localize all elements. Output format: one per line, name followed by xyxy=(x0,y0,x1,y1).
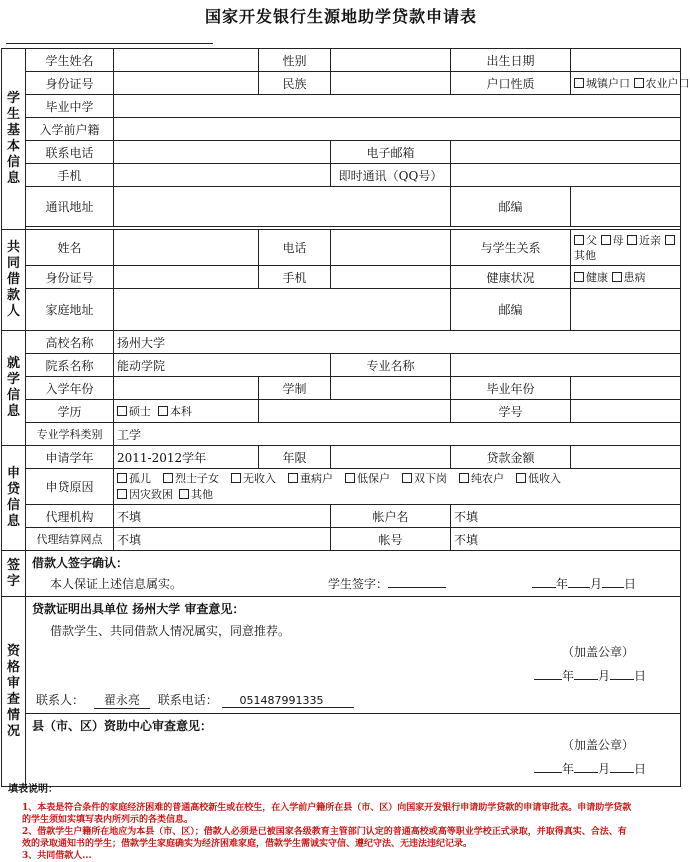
acct-no-label: 帐号 xyxy=(331,528,451,551)
school-opinion: 借款学生、共同借款人情况属实，同意推荐。 xyxy=(50,624,291,638)
branch-field[interactable]: 不填 xyxy=(114,528,331,551)
agency-field[interactable]: 不填 xyxy=(114,505,331,528)
contact-phone-value: 051487991335 xyxy=(222,694,354,708)
degree-options xyxy=(114,400,259,423)
sign-year-text: 年 xyxy=(556,577,569,591)
degree-master-checkbox[interactable] xyxy=(117,406,127,416)
address-field[interactable] xyxy=(114,187,451,227)
form-title: 国家开发银行生源地助学贷款申请表 xyxy=(204,7,477,26)
school-field[interactable] xyxy=(114,95,681,118)
hukou-urban-checkbox[interactable] xyxy=(574,78,584,88)
email-field[interactable] xyxy=(451,141,681,164)
acct-name-field[interactable]: 不填 xyxy=(451,505,681,528)
review-month-blank[interactable] xyxy=(574,667,598,680)
county-month-blank[interactable] xyxy=(574,760,598,773)
student-name-label: 学生姓名 xyxy=(26,49,114,72)
reason-text: 烈士子女 xyxy=(175,471,219,485)
dept-field[interactable]: 能动学院 xyxy=(114,354,331,377)
note-line: 效的录取通知书的学生；借款学生家庭确实为经济困难家庭，借款学生需诚实守信、遵纪守法、无违法违纪记录。 xyxy=(22,839,473,849)
ethnic-field[interactable] xyxy=(331,72,451,95)
sign-day-text: 日 xyxy=(624,577,637,591)
degree-blank xyxy=(259,400,451,423)
reason-checkbox[interactable] xyxy=(117,489,127,499)
sign-month-text: 月 xyxy=(590,577,603,591)
reason-text: 低保户 xyxy=(357,471,390,485)
county-year-text: 年 xyxy=(562,762,575,776)
relation-label: 与学生关系 xyxy=(451,230,571,266)
hukou-label: 户口性质 xyxy=(451,72,571,95)
county-day-text: 日 xyxy=(634,762,647,776)
gender-label: 性别 xyxy=(259,49,331,72)
reason-text: 低收入 xyxy=(528,471,561,485)
mobile-field[interactable] xyxy=(114,164,331,187)
contact-label: 联系人： xyxy=(36,693,85,707)
application-form xyxy=(1,48,690,787)
filling-instructions xyxy=(2,784,680,862)
county-month-text: 月 xyxy=(598,762,611,776)
category-label: 专业学科类别 xyxy=(26,423,114,446)
amount-label: 贷款金额 xyxy=(451,446,571,469)
reason-checkbox[interactable] xyxy=(117,473,127,483)
sid-field[interactable] xyxy=(571,400,681,423)
health-label: 健康状况 xyxy=(451,266,571,289)
relation-options xyxy=(571,230,681,266)
county-review-block xyxy=(26,714,681,787)
review-year-text: 年 xyxy=(562,669,575,683)
hukou-rural-text: 农业户口 xyxy=(645,77,690,90)
county-review-date xyxy=(534,760,646,777)
cob-id-field[interactable] xyxy=(114,266,259,289)
univ-label: 高校名称 xyxy=(26,331,114,354)
health-options xyxy=(571,266,681,289)
hukou-urban-text: 城镇户口 xyxy=(586,77,630,90)
student-id-field[interactable] xyxy=(114,72,259,95)
rel-close-text: 近亲 xyxy=(639,233,661,247)
degree-bachelor-checkbox[interactable] xyxy=(158,406,168,416)
sign-date xyxy=(532,575,636,592)
county-year-blank[interactable] xyxy=(534,760,562,773)
review-day-blank[interactable] xyxy=(610,667,634,680)
school-label: 毕业中学 xyxy=(26,95,114,118)
enroll-label: 入学年份 xyxy=(26,377,114,400)
reason-checkbox[interactable] xyxy=(345,473,355,483)
reason-checkbox[interactable] xyxy=(163,473,173,483)
county-day-blank[interactable] xyxy=(610,760,634,773)
school-seal-text: （加盖公章） xyxy=(562,645,635,659)
agency-label: 代理机构 xyxy=(26,505,114,528)
cob-tel-label: 电话 xyxy=(259,230,331,266)
cob-address-field[interactable] xyxy=(114,289,451,331)
review-school-name: 扬州大学 xyxy=(132,602,181,616)
cob-name-label: 姓名 xyxy=(26,230,114,266)
contact-value: 翟永亮 xyxy=(94,691,150,709)
review-header-prefix: 贷款证明出具单位 xyxy=(32,602,129,616)
contact-phone-label: 联系电话： xyxy=(157,693,218,707)
mobile-label: 手机 xyxy=(26,164,114,187)
health-ill-text: 患病 xyxy=(623,271,646,284)
grad-field[interactable] xyxy=(571,377,681,400)
reason-text: 因灾致困 xyxy=(129,487,173,501)
sign-header: 借款人签字确认： xyxy=(32,556,129,570)
acct-no-field[interactable]: 不填 xyxy=(451,528,681,551)
sign-day-blank[interactable] xyxy=(602,575,624,588)
county-seal-text: （加盖公章） xyxy=(562,738,635,752)
student-sign-label: 学生签字： xyxy=(328,577,389,591)
review-month-text: 月 xyxy=(598,669,611,683)
zip-field[interactable] xyxy=(571,187,681,227)
reason-row-2 xyxy=(117,487,677,503)
sign-line xyxy=(32,575,674,591)
reason-text: 孤儿 xyxy=(129,471,151,485)
student-sign-field[interactable] xyxy=(388,575,446,588)
cob-address-label: 家庭地址 xyxy=(26,289,114,331)
sign-month-blank[interactable] xyxy=(568,575,590,588)
dept-label: 院系名称 xyxy=(26,354,114,377)
phone-field[interactable] xyxy=(114,141,331,164)
serial-underline xyxy=(6,43,213,44)
section-loan: 申贷信息 xyxy=(2,446,26,551)
section-sign: 签字 xyxy=(2,551,26,597)
note-line: 2、借款学生户籍所在地应为本县（市、区）；借款人必须是已被国家各级教育主管部门认定的普通高校或高等职业学校正式录取，并取得真实、合法、有 xyxy=(22,827,627,837)
cob-zip-field[interactable] xyxy=(571,289,681,331)
year-label: 申请学年 xyxy=(26,446,114,469)
note-line: 的学生须如实填写表内所列示的各类信息。 xyxy=(22,815,194,825)
cob-tel-field[interactable] xyxy=(331,230,451,266)
reason-checkbox[interactable] xyxy=(402,473,412,483)
reason-options xyxy=(114,469,681,505)
sign-year-blank[interactable] xyxy=(532,575,556,588)
ethnic-label: 民族 xyxy=(259,72,331,95)
hukou-rural-checkbox[interactable] xyxy=(634,78,644,88)
cob-id-label: 身份证号 xyxy=(26,266,114,289)
major-field[interactable] xyxy=(451,354,681,377)
reason-text: 无收入 xyxy=(243,471,276,485)
student-id-label: 身份证号 xyxy=(26,72,114,95)
reason-checkbox[interactable] xyxy=(288,473,298,483)
contact-line xyxy=(36,691,354,709)
school-review-header xyxy=(32,600,674,617)
duration-label: 学制 xyxy=(259,377,331,400)
category-field[interactable]: 工学 xyxy=(114,423,681,446)
note-line: 1、本表是符合条件的家庭经济困难的普通高校新生或在校生，在入学前户籍所在县（市、区）向国家开发银行申请助学贷款的申请审批表。申请助学贷款 xyxy=(22,803,632,813)
student-sign-area xyxy=(328,575,446,592)
school-review-block xyxy=(26,597,681,714)
sign-block xyxy=(26,551,681,597)
grad-label: 毕业年份 xyxy=(451,377,571,400)
section-study: 就学信息 xyxy=(2,331,26,446)
term-label: 年限 xyxy=(259,446,331,469)
cob-mobile-label: 手机 xyxy=(259,266,331,289)
cob-mobile-field[interactable] xyxy=(331,266,451,289)
school-review-date xyxy=(534,667,646,684)
acct-name-label: 帐户名 xyxy=(331,505,451,528)
branch-label: 代理结算网点 xyxy=(26,528,114,551)
rel-father-text: 父 xyxy=(586,233,597,247)
note-line: 3、共同借款人... xyxy=(22,851,92,861)
rel-mother-checkbox[interactable] xyxy=(601,235,611,245)
reason-text: 重病户 xyxy=(300,471,333,485)
rel-other-text: 其他 xyxy=(574,248,596,262)
reason-label: 申贷原因 xyxy=(26,469,114,505)
im-field[interactable] xyxy=(451,164,681,187)
sign-statement: 本人保证上述信息属实。 xyxy=(50,577,183,591)
amount-field[interactable] xyxy=(571,446,681,469)
enroll-field[interactable] xyxy=(114,377,259,400)
section-student: 学生基本信息 xyxy=(2,49,26,230)
duration-field[interactable] xyxy=(331,377,451,400)
sid-label: 学号 xyxy=(451,400,571,423)
address-label: 通讯地址 xyxy=(26,187,114,227)
health-good-text: 健康 xyxy=(586,271,608,284)
rel-close-checkbox[interactable] xyxy=(627,235,637,245)
student-name-field[interactable] xyxy=(114,49,259,72)
reason-text: 双下岗 xyxy=(414,471,447,485)
zip-label: 邮编 xyxy=(451,187,571,227)
reason-checkbox[interactable] xyxy=(179,489,189,499)
degree-label: 学历 xyxy=(26,400,114,423)
section-review: 资格审查情况 xyxy=(2,597,26,787)
degree-bachelor-text: 本科 xyxy=(170,405,192,418)
health-ill-checkbox[interactable] xyxy=(612,272,622,282)
cob-zip-label: 邮编 xyxy=(451,289,571,331)
county-review-header: 县（市、区）资助中心审查意见： xyxy=(32,719,213,733)
cob-name-field[interactable] xyxy=(114,230,259,266)
review-day-text: 日 xyxy=(634,669,647,683)
birth-label: 出生日期 xyxy=(451,49,571,72)
degree-master-text: 硕士 xyxy=(129,405,151,418)
rel-mother-text: 母 xyxy=(612,233,624,247)
email-label: 电子邮箱 xyxy=(331,141,451,164)
section-coborrower: 共同借款人 xyxy=(2,230,26,331)
prehukou-field[interactable] xyxy=(114,118,681,141)
reason-checkbox[interactable] xyxy=(231,473,241,483)
reason-text: 其他 xyxy=(191,487,213,501)
health-good-checkbox[interactable] xyxy=(574,272,584,282)
im-label: 即时通讯（QQ号） xyxy=(331,164,451,187)
hukou-options xyxy=(571,72,690,95)
birth-field[interactable] xyxy=(571,49,681,72)
reason-checkbox[interactable] xyxy=(516,473,526,483)
year-field[interactable]: 2011-2012学年 xyxy=(114,446,259,469)
reason-checkbox[interactable] xyxy=(459,473,469,483)
univ-field[interactable]: 扬州大学 xyxy=(114,331,681,354)
rel-father-checkbox[interactable] xyxy=(574,235,584,245)
term-field[interactable] xyxy=(331,446,451,469)
notes-head: 填表说明： xyxy=(8,784,58,795)
reason-row-1 xyxy=(117,471,677,487)
rel-other-checkbox[interactable] xyxy=(665,235,675,245)
review-header-suffix: 审查意见： xyxy=(184,602,245,616)
phone-label: 联系电话 xyxy=(26,141,114,164)
gender-field[interactable] xyxy=(331,49,451,72)
review-year-blank[interactable] xyxy=(534,667,562,680)
reason-text: 纯农户 xyxy=(471,471,504,485)
prehukou-label: 入学前户籍 xyxy=(26,118,114,141)
major-label: 专业名称 xyxy=(331,354,451,377)
